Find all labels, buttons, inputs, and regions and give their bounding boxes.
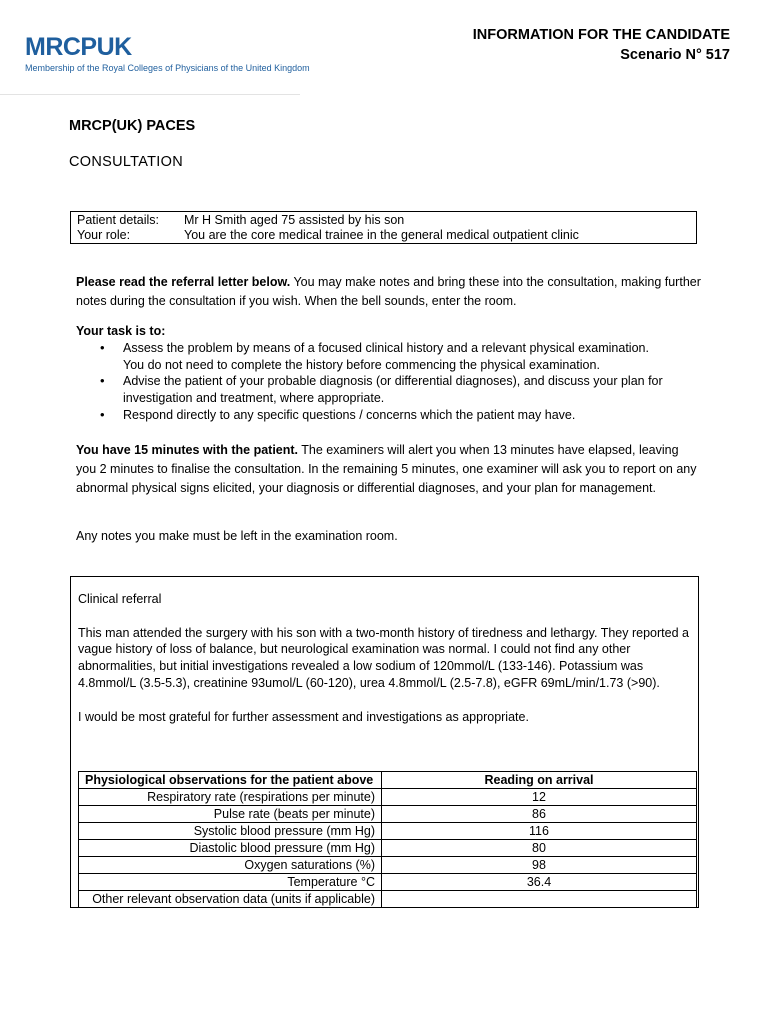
patient-details-value: Mr H Smith aged 75 assisted by his son (184, 213, 405, 227)
page-subtitle: CONSULTATION (69, 154, 183, 170)
page-title: MRCP(UK) PACES (69, 118, 196, 134)
task-item: • Assess the problem by means of a focused clinical history and a relevant physical examination. You do not need to complete the history before commencing the physical examination. (76, 340, 701, 374)
observation-label: Systolic blood pressure (mm Hg) (79, 823, 382, 840)
observation-label: Respiratory rate (respirations per minute) (79, 789, 382, 806)
referral-closing: I would be most grateful for further assessment and investigations as appropriate. (78, 709, 529, 724)
instructions-lead: Please read the referral letter below. (76, 275, 291, 289)
patient-details-row (77, 213, 690, 228)
table-row (79, 891, 697, 908)
header-divider (0, 94, 300, 95)
observation-label: Temperature °C (79, 874, 382, 891)
observation-label: Pulse rate (beats per minute) (79, 806, 382, 823)
observation-value: 12 (382, 789, 697, 806)
instructions-paragraph (76, 273, 701, 311)
patient-details-label: Patient details: (77, 213, 159, 227)
task-section (76, 323, 701, 424)
observation-label: Other relevant observation data (units if applicable) (79, 891, 382, 908)
timing-lead: You have 15 minutes with the patient. (76, 443, 299, 457)
observations-column-header: Physiological observations for the patient above (79, 772, 382, 789)
referral-body: This man attended the surgery with his son with a two-month history of tiredness and lethargy. They reported a vague history of loss of balance, but neurological examination was normal. I could not find any other abnormalities, but initial investigations revealed a low sodium of 120mmol/L (133-146). Potassium was 4.8mmol/L (3.5-5.3), creatinine 93umol/L (60-120), urea 4.8mmol/L (2.5-7.8), eGFR 69mL/min/1.73 (>90). (78, 625, 689, 690)
table-row (79, 823, 697, 840)
clinical-referral-box (70, 576, 699, 908)
observation-value: 36.4 (382, 874, 697, 891)
observation-label: Oxygen saturations (%) (79, 857, 382, 874)
observation-value: 80 (382, 840, 697, 857)
task-heading: Your task is to: (76, 324, 166, 338)
table-row (79, 789, 697, 806)
table-row (79, 857, 697, 874)
task-list (76, 340, 701, 424)
patient-details-box (70, 211, 697, 244)
task-item: • Respond directly to any specific questions / concerns which the patient may have. (76, 407, 701, 424)
referral-heading: Clinical referral (78, 592, 162, 606)
your-role-row (77, 228, 690, 243)
notes-paragraph: Any notes you make must be left in the examination room. (76, 529, 398, 543)
observation-value: 98 (382, 857, 697, 874)
task-item: • Advise the patient of your probable diagnosis (or differential diagnoses), and discuss your plan for investigation and treatment, where appropriate. (76, 373, 701, 407)
observation-value: 116 (382, 823, 697, 840)
timing-rest: The examiners will alert you when 13 minutes have elapsed, leaving you 2 minutes to finalise the consultation. In the remaining 5 minutes, one examiner will ask you to report on any abnormal physical signs elicited, your diagnosis or differential diagnoses, and your plan for management. (76, 443, 697, 495)
table-row (79, 806, 697, 823)
observation-value: 86 (382, 806, 697, 823)
observations-table (78, 771, 697, 908)
table-header-row (79, 772, 697, 789)
your-role-label: Your role: (77, 228, 131, 242)
reading-column-header: Reading on arrival (382, 772, 697, 789)
your-role-value: You are the core medical trainee in the general medical outpatient clinic (184, 228, 579, 242)
instructions-rest: You may make notes and bring these into the consultation, making further notes during the consultation if you wish. When the bell sounds, enter the room. (76, 275, 701, 308)
table-row (79, 874, 697, 891)
table-row (79, 840, 697, 857)
timing-paragraph (76, 441, 701, 498)
observation-value[interactable] (382, 891, 697, 908)
observation-label: Diastolic blood pressure (mm Hg) (79, 840, 382, 857)
info-title: INFORMATION FOR THE CANDIDATE (472, 27, 730, 43)
logo-subtitle: Membership of the Royal Colleges of Physicians of the United Kingdom (25, 63, 310, 73)
mrcpuk-logo: MRCPUK (25, 33, 132, 61)
referral-content (78, 591, 690, 742)
scenario-number: Scenario N° 517 (620, 47, 730, 63)
